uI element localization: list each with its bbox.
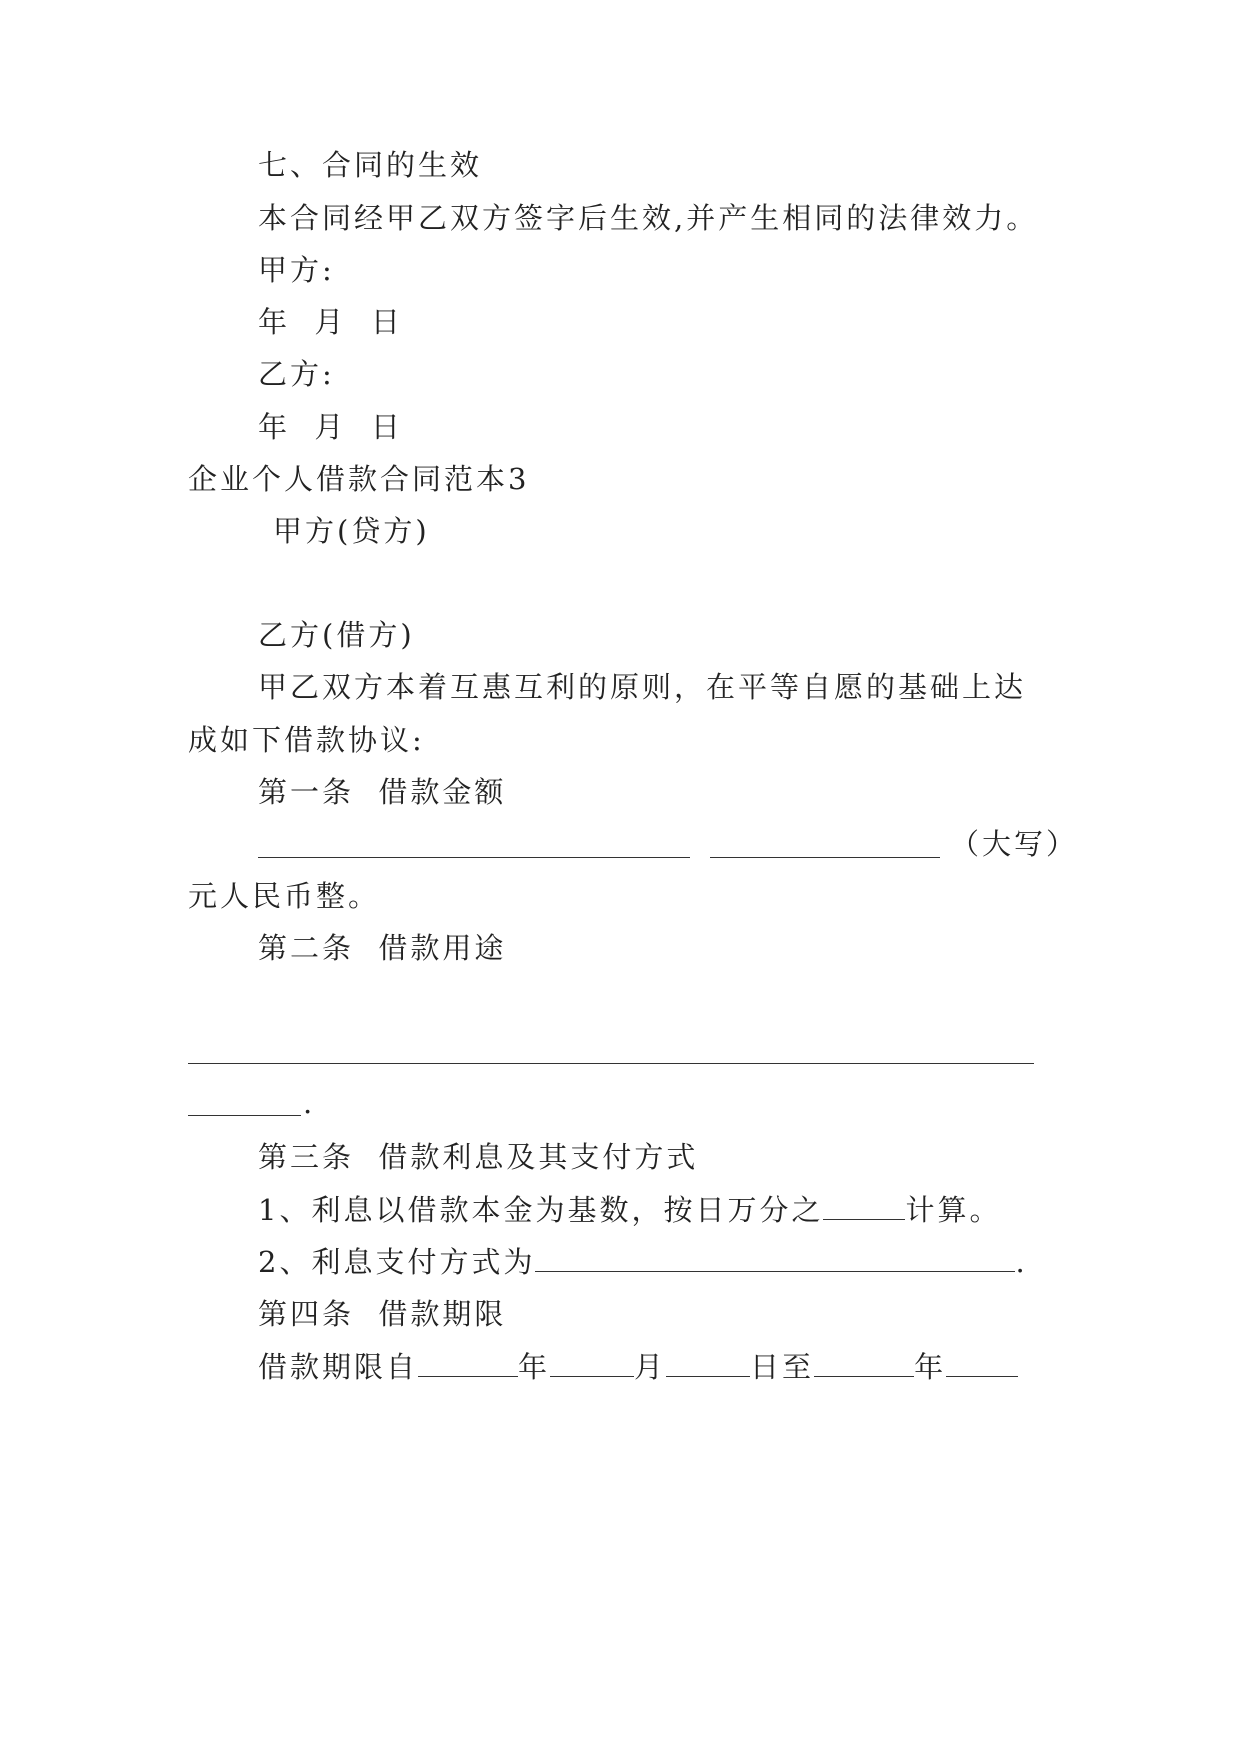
article-3-heading: 第三条 借款利息及其支付方式: [258, 1140, 699, 1174]
party-b-date: 年 月 日: [258, 410, 403, 444]
start-month-blank: [550, 1346, 634, 1377]
party-a-date: 年 月 日: [258, 305, 403, 339]
contract-3-title: 企业个人借款合同范本3: [188, 462, 530, 496]
article-2-heading: 第二条 借款用途: [258, 931, 507, 965]
loan-term-line: [258, 1346, 1018, 1387]
start-year-blank: [418, 1346, 518, 1377]
loan-term-from: 借款期限自: [258, 1350, 419, 1384]
amount-figure-blank: [258, 857, 690, 858]
end-year-blank: [814, 1346, 914, 1377]
interest-payment-end: .: [1015, 1245, 1028, 1279]
purpose-end-period: .: [303, 1086, 313, 1120]
loan-term-month-label: 月: [634, 1350, 667, 1384]
purpose-blank-line-2: [188, 1115, 301, 1116]
loan-term-day-to-label: 日至: [750, 1350, 815, 1384]
party-b-signature-label: 乙方:: [258, 357, 335, 391]
borrower-label: 乙方(借方): [258, 618, 415, 652]
end-month-blank: [946, 1346, 1018, 1377]
article-1-heading: 第一条 借款金额: [258, 775, 507, 809]
loan-term-year-label: 年: [518, 1350, 551, 1384]
interest-rate-blank: [823, 1189, 905, 1220]
intro-line-1: 甲乙双方本着互惠互利的原则，在平等自愿的基础上达: [258, 670, 1027, 704]
loan-term-year2-label: 年: [914, 1350, 947, 1384]
interest-payment-blank: [535, 1241, 1015, 1272]
party-a-signature-label: 甲方:: [258, 253, 335, 287]
start-day-blank: [666, 1346, 750, 1377]
purpose-blank-line-1: [188, 1063, 1034, 1064]
lender-label: 甲方(贷方): [273, 514, 430, 548]
interest-rate-prefix: 1、利息以借款本金为基数，按日万分之: [258, 1193, 824, 1227]
section7-heading: 七、合同的生效: [258, 148, 483, 182]
amount-capital-blank: [710, 857, 940, 858]
article-4-heading: 第四条 借款期限: [258, 1297, 507, 1331]
capital-note: （大写）: [950, 827, 1079, 861]
interest-payment-line: [258, 1241, 1028, 1282]
interest-payment-prefix: 2、利息支付方式为: [258, 1245, 536, 1279]
interest-rate-line: [258, 1189, 1001, 1230]
amount-currency-text: 元人民币整。: [188, 879, 381, 913]
interest-rate-suffix: 计算。: [905, 1193, 1002, 1227]
section7-body: 本合同经甲乙双方签字后生效,并产生相同的法律效力。: [258, 201, 1039, 235]
intro-line-2: 成如下借款协议:: [188, 723, 425, 757]
